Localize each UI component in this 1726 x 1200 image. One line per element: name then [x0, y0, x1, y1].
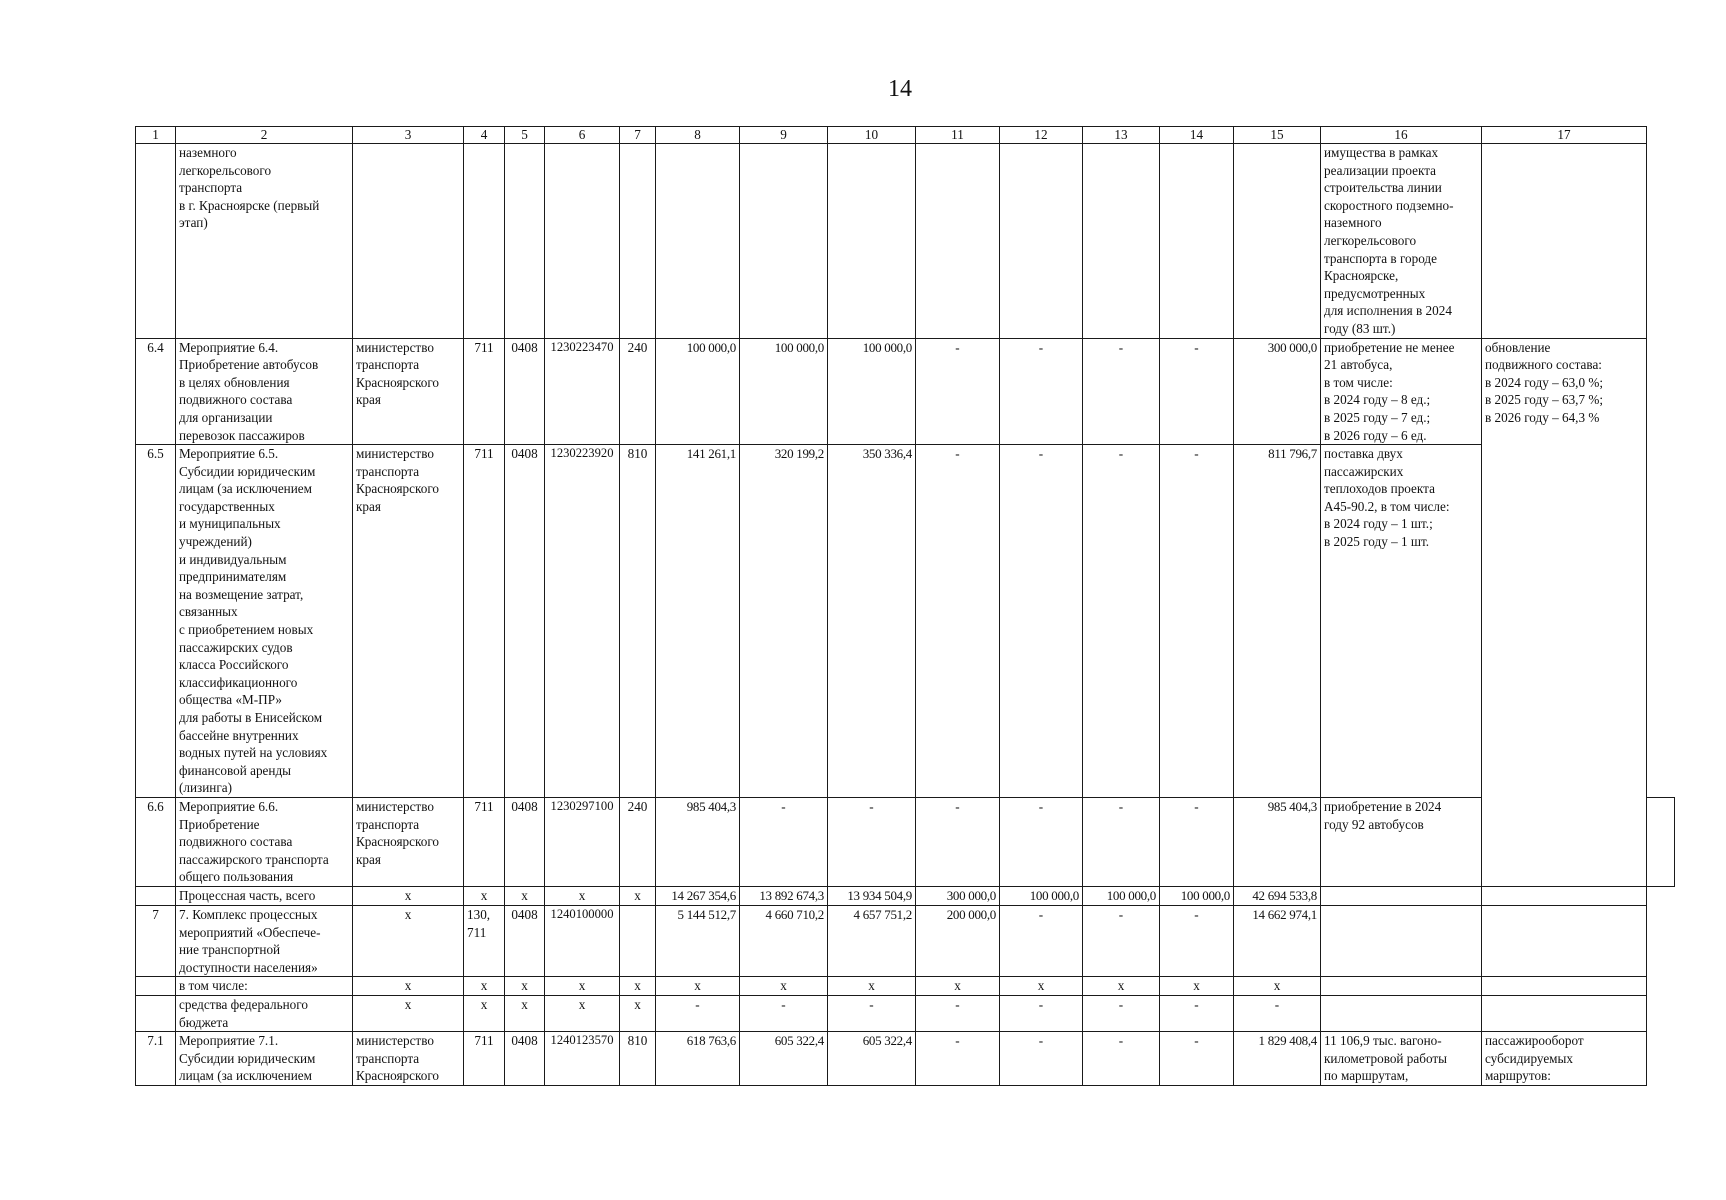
cell-value [740, 144, 828, 339]
cell-csr: 1230223470 [545, 338, 620, 445]
header-cell: 17 [1482, 127, 1647, 144]
header-cell: 4 [464, 127, 505, 144]
cell-value: - [916, 1032, 1000, 1086]
cell-value: 300 000,0 [916, 886, 1000, 905]
cell-value: - [1160, 995, 1234, 1031]
header-cell: 1 [136, 127, 176, 144]
cell-csr: х [545, 977, 620, 996]
cell-value: - [1160, 905, 1234, 976]
cell-vr: х [620, 977, 656, 996]
cell-total: 811 796,7 [1234, 445, 1321, 798]
cell-vr [620, 144, 656, 339]
cell-csr: 1240100000 [545, 905, 620, 976]
cell-rzpr: 0408 [505, 445, 545, 798]
cell-executor: министерство транспорта Красноярского края [353, 445, 464, 798]
table-row-6-6 [136, 797, 1675, 886]
header-cell: 6 [545, 127, 620, 144]
cell-measure-name: Мероприятие 6.4. Приобретение автобусов в целях обновления подвижного состава для организации перевозок пассажиров [176, 338, 353, 445]
table-row-continuation [136, 144, 1675, 339]
cell-grbs [464, 144, 505, 339]
cell-grbs: 711 [464, 445, 505, 798]
cell-measure-name: 7. Комплекс процессных мероприятий «Обеспече- ние транспортной доступности населения» [176, 905, 353, 976]
cell-value-2026: 4 657 751,2 [828, 905, 916, 976]
cell-number: 7 [136, 905, 176, 976]
header-cell: 3 [353, 127, 464, 144]
cell-value: х [1160, 977, 1234, 996]
cell-value-2026: 350 336,4 [828, 445, 916, 798]
cell-measure-name: наземного легкорельсового транспорта в г. Красноярске (первый этап) [176, 144, 353, 339]
cell-value: - [1160, 1032, 1234, 1086]
cell-expected-result: 11 106,9 тыс. вагоно- километровой работы по маршрутам, [1321, 1032, 1482, 1086]
header-cell: 12 [1000, 127, 1083, 144]
cell-indicator [1482, 977, 1647, 996]
cell-value-2025: 13 892 674,3 [740, 886, 828, 905]
cell-executor: х [353, 886, 464, 905]
cell-value: 100 000,0 [1000, 886, 1083, 905]
cell-vr: 240 [620, 338, 656, 445]
program-table [135, 126, 1675, 1086]
cell-value-2024: 5 144 512,7 [656, 905, 740, 976]
cell-expected-result: приобретение не менее 21 автобуса, в том числе: в 2024 году – 8 ед.; в 2025 году – 7 ед.; в 2026 году – 6 ед. [1321, 338, 1482, 445]
cell-indicator [1647, 797, 1675, 886]
cell-value: - [1083, 797, 1160, 886]
cell-expected-result [1321, 905, 1482, 976]
cell-executor: министерство транспорта Красноярского края [353, 797, 464, 886]
cell-value: - [916, 338, 1000, 445]
cell-number: 7.1 [136, 1032, 176, 1086]
cell-value-2025: 100 000,0 [740, 338, 828, 445]
header-cell: 14 [1160, 127, 1234, 144]
cell-value: - [1000, 995, 1083, 1031]
header-cell: 5 [505, 127, 545, 144]
cell-expected-result: поставка двух пассажирских теплоходов проекта А45-90.2, в том числе: в 2024 году – 1 шт.; в 2025 году – 1 шт. [1321, 445, 1482, 798]
cell-number [136, 886, 176, 905]
cell-rzpr: 0408 [505, 1032, 545, 1086]
cell-value: - [1000, 797, 1083, 886]
cell-value-2024: 14 267 354,6 [656, 886, 740, 905]
cell-value: - [1160, 338, 1234, 445]
cell-number: 6.5 [136, 445, 176, 798]
cell-indicator: обновление подвижного состава: в 2024 году – 63,0 %; в 2025 году – 63,7 %; в 2026 году – 64,3 % [1482, 338, 1647, 886]
cell-value: - [1000, 445, 1083, 798]
cell-vr: х [620, 886, 656, 905]
cell-vr: 810 [620, 445, 656, 798]
cell-measure-name: Мероприятие 7.1. Субсидии юридическим лицам (за исключением [176, 1032, 353, 1086]
cell-indicator [1482, 905, 1647, 976]
cell-value: х [916, 977, 1000, 996]
cell-value [916, 144, 1000, 339]
header-cell: 2 [176, 127, 353, 144]
cell-value-2024: - [656, 995, 740, 1031]
cell-value-2026: 13 934 504,9 [828, 886, 916, 905]
cell-grbs: 711 [464, 797, 505, 886]
cell-value-2025: 4 660 710,2 [740, 905, 828, 976]
cell-vr: х [620, 995, 656, 1031]
cell-measure-name: Мероприятие 6.6. Приобретение подвижного состава пассажирского транспорта общего пользования [176, 797, 353, 886]
cell-csr: х [545, 886, 620, 905]
cell-value [656, 144, 740, 339]
header-cell: 7 [620, 127, 656, 144]
cell-measure-name: Мероприятие 6.5. Субсидии юридическим лицам (за исключением государственных и муниципальных учреждений) и индивидуальным предпринимателям на возмещение затрат, связанных с приобретением новых пассажирских судов класса Российского классификационного общества «М-ПР» для работы в Енисейском бассейне внутренних водных путей на условиях финансовой аренды (лизинга) [176, 445, 353, 798]
cell-value-2025: х [740, 977, 828, 996]
cell-value-2024: 141 261,1 [656, 445, 740, 798]
cell-total: х [1234, 977, 1321, 996]
cell-total: 42 694 533,8 [1234, 886, 1321, 905]
page-number: 14 [888, 76, 912, 102]
cell-expected-result: приобретение в 2024 году 92 автобусов [1321, 797, 1482, 886]
header-cell: 13 [1083, 127, 1160, 144]
cell-number [136, 995, 176, 1031]
cell-value [828, 144, 916, 339]
cell-value: - [1083, 338, 1160, 445]
cell-value: 100 000,0 [1083, 886, 1160, 905]
header-cell: 10 [828, 127, 916, 144]
cell-csr: х [545, 995, 620, 1031]
cell-number: 6.4 [136, 338, 176, 445]
cell-indicator [1482, 995, 1647, 1031]
cell-expected-result [1321, 995, 1482, 1031]
cell-value-2026: 100 000,0 [828, 338, 916, 445]
cell-value: - [1000, 338, 1083, 445]
cell-number [136, 977, 176, 996]
cell-value: - [1160, 445, 1234, 798]
cell-value [1160, 144, 1234, 339]
cell-value-2025: 605 322,4 [740, 1032, 828, 1086]
cell-value: - [916, 445, 1000, 798]
cell-grbs: 711 [464, 338, 505, 445]
cell-total: - [1234, 995, 1321, 1031]
cell-value-2026: 605 322,4 [828, 1032, 916, 1086]
cell-rzpr: 0408 [505, 338, 545, 445]
cell-total: 985 404,3 [1234, 797, 1321, 886]
cell-csr: 1230297100 [545, 797, 620, 886]
cell-csr: 1230223920 [545, 445, 620, 798]
cell-indicator [1482, 144, 1647, 339]
cell-value: 200 000,0 [916, 905, 1000, 976]
table-row-6-4 [136, 338, 1675, 445]
cell-value: - [1083, 905, 1160, 976]
cell-value: - [1083, 1032, 1160, 1086]
cell-value-2025: - [740, 797, 828, 886]
cell-rzpr: 0408 [505, 905, 545, 976]
cell-value: - [1083, 445, 1160, 798]
cell-number: 6.6 [136, 797, 176, 886]
cell-csr [545, 144, 620, 339]
cell-value-2025: - [740, 995, 828, 1031]
cell-executor: х [353, 905, 464, 976]
cell-executor: х [353, 977, 464, 996]
cell-indicator [1482, 886, 1647, 905]
cell-measure-name: Процессная часть, всего [176, 886, 353, 905]
cell-value: - [1083, 995, 1160, 1031]
header-cell: 11 [916, 127, 1000, 144]
cell-value: - [1000, 905, 1083, 976]
cell-executor: министерство транспорта Красноярского края [353, 338, 464, 445]
cell-rzpr: х [505, 977, 545, 996]
cell-number [136, 144, 176, 339]
table-row-6-5 [136, 445, 1675, 798]
cell-rzpr: х [505, 995, 545, 1031]
cell-total [1234, 144, 1321, 339]
cell-value-2026: - [828, 995, 916, 1031]
cell-executor [353, 144, 464, 339]
cell-total: 300 000,0 [1234, 338, 1321, 445]
cell-measure-name: средства федерального бюджета [176, 995, 353, 1031]
header-cell: 15 [1234, 127, 1321, 144]
table-row-including [136, 977, 1675, 996]
table-row-7 [136, 905, 1675, 976]
cell-value: - [1000, 1032, 1083, 1086]
cell-value-2024: 100 000,0 [656, 338, 740, 445]
cell-vr: 240 [620, 797, 656, 886]
cell-value: 100 000,0 [1160, 886, 1234, 905]
table-row-7-1 [136, 1032, 1675, 1086]
cell-grbs: х [464, 977, 505, 996]
cell-grbs: 711 [464, 1032, 505, 1086]
cell-total: 1 829 408,4 [1234, 1032, 1321, 1086]
cell-total: 14 662 974,1 [1234, 905, 1321, 976]
cell-value: - [1160, 797, 1234, 886]
cell-value-2026: х [828, 977, 916, 996]
header-cell: 16 [1321, 127, 1482, 144]
cell-rzpr: х [505, 886, 545, 905]
cell-expected-result [1321, 886, 1482, 905]
cell-indicator: пассажирооборот субсидируемых маршрутов: [1482, 1032, 1647, 1086]
cell-value-2025: 320 199,2 [740, 445, 828, 798]
cell-grbs: х [464, 995, 505, 1031]
cell-executor: х [353, 995, 464, 1031]
cell-expected-result [1321, 977, 1482, 996]
cell-rzpr [505, 144, 545, 339]
cell-value-2024: 985 404,3 [656, 797, 740, 886]
cell-rzpr: 0408 [505, 797, 545, 886]
header-cell: 8 [656, 127, 740, 144]
cell-vr [620, 905, 656, 976]
cell-measure-name: в том числе: [176, 977, 353, 996]
header-row [136, 127, 1675, 144]
cell-expected-result: имущества в рамках реализации проекта строительства линии скоростного подземно- наземного легкорельсового транспорта в городе Красноярске, предусмотренных для исполнения в 2024 году (83 шт.) [1321, 144, 1482, 339]
cell-value: - [916, 797, 1000, 886]
cell-value-2024: 618 763,6 [656, 1032, 740, 1086]
cell-value [1083, 144, 1160, 339]
cell-value [1000, 144, 1083, 339]
cell-value: х [1083, 977, 1160, 996]
table-row-process-total [136, 886, 1675, 905]
cell-executor: министерство транспорта Красноярского [353, 1032, 464, 1086]
cell-vr: 810 [620, 1032, 656, 1086]
cell-value: х [1000, 977, 1083, 996]
cell-csr: 1240123570 [545, 1032, 620, 1086]
cell-grbs: 130, 711 [464, 905, 505, 976]
table-row-federal-budget [136, 995, 1675, 1031]
header-cell: 9 [740, 127, 828, 144]
cell-value: - [916, 995, 1000, 1031]
cell-value-2024: х [656, 977, 740, 996]
cell-value-2026: - [828, 797, 916, 886]
cell-grbs: х [464, 886, 505, 905]
